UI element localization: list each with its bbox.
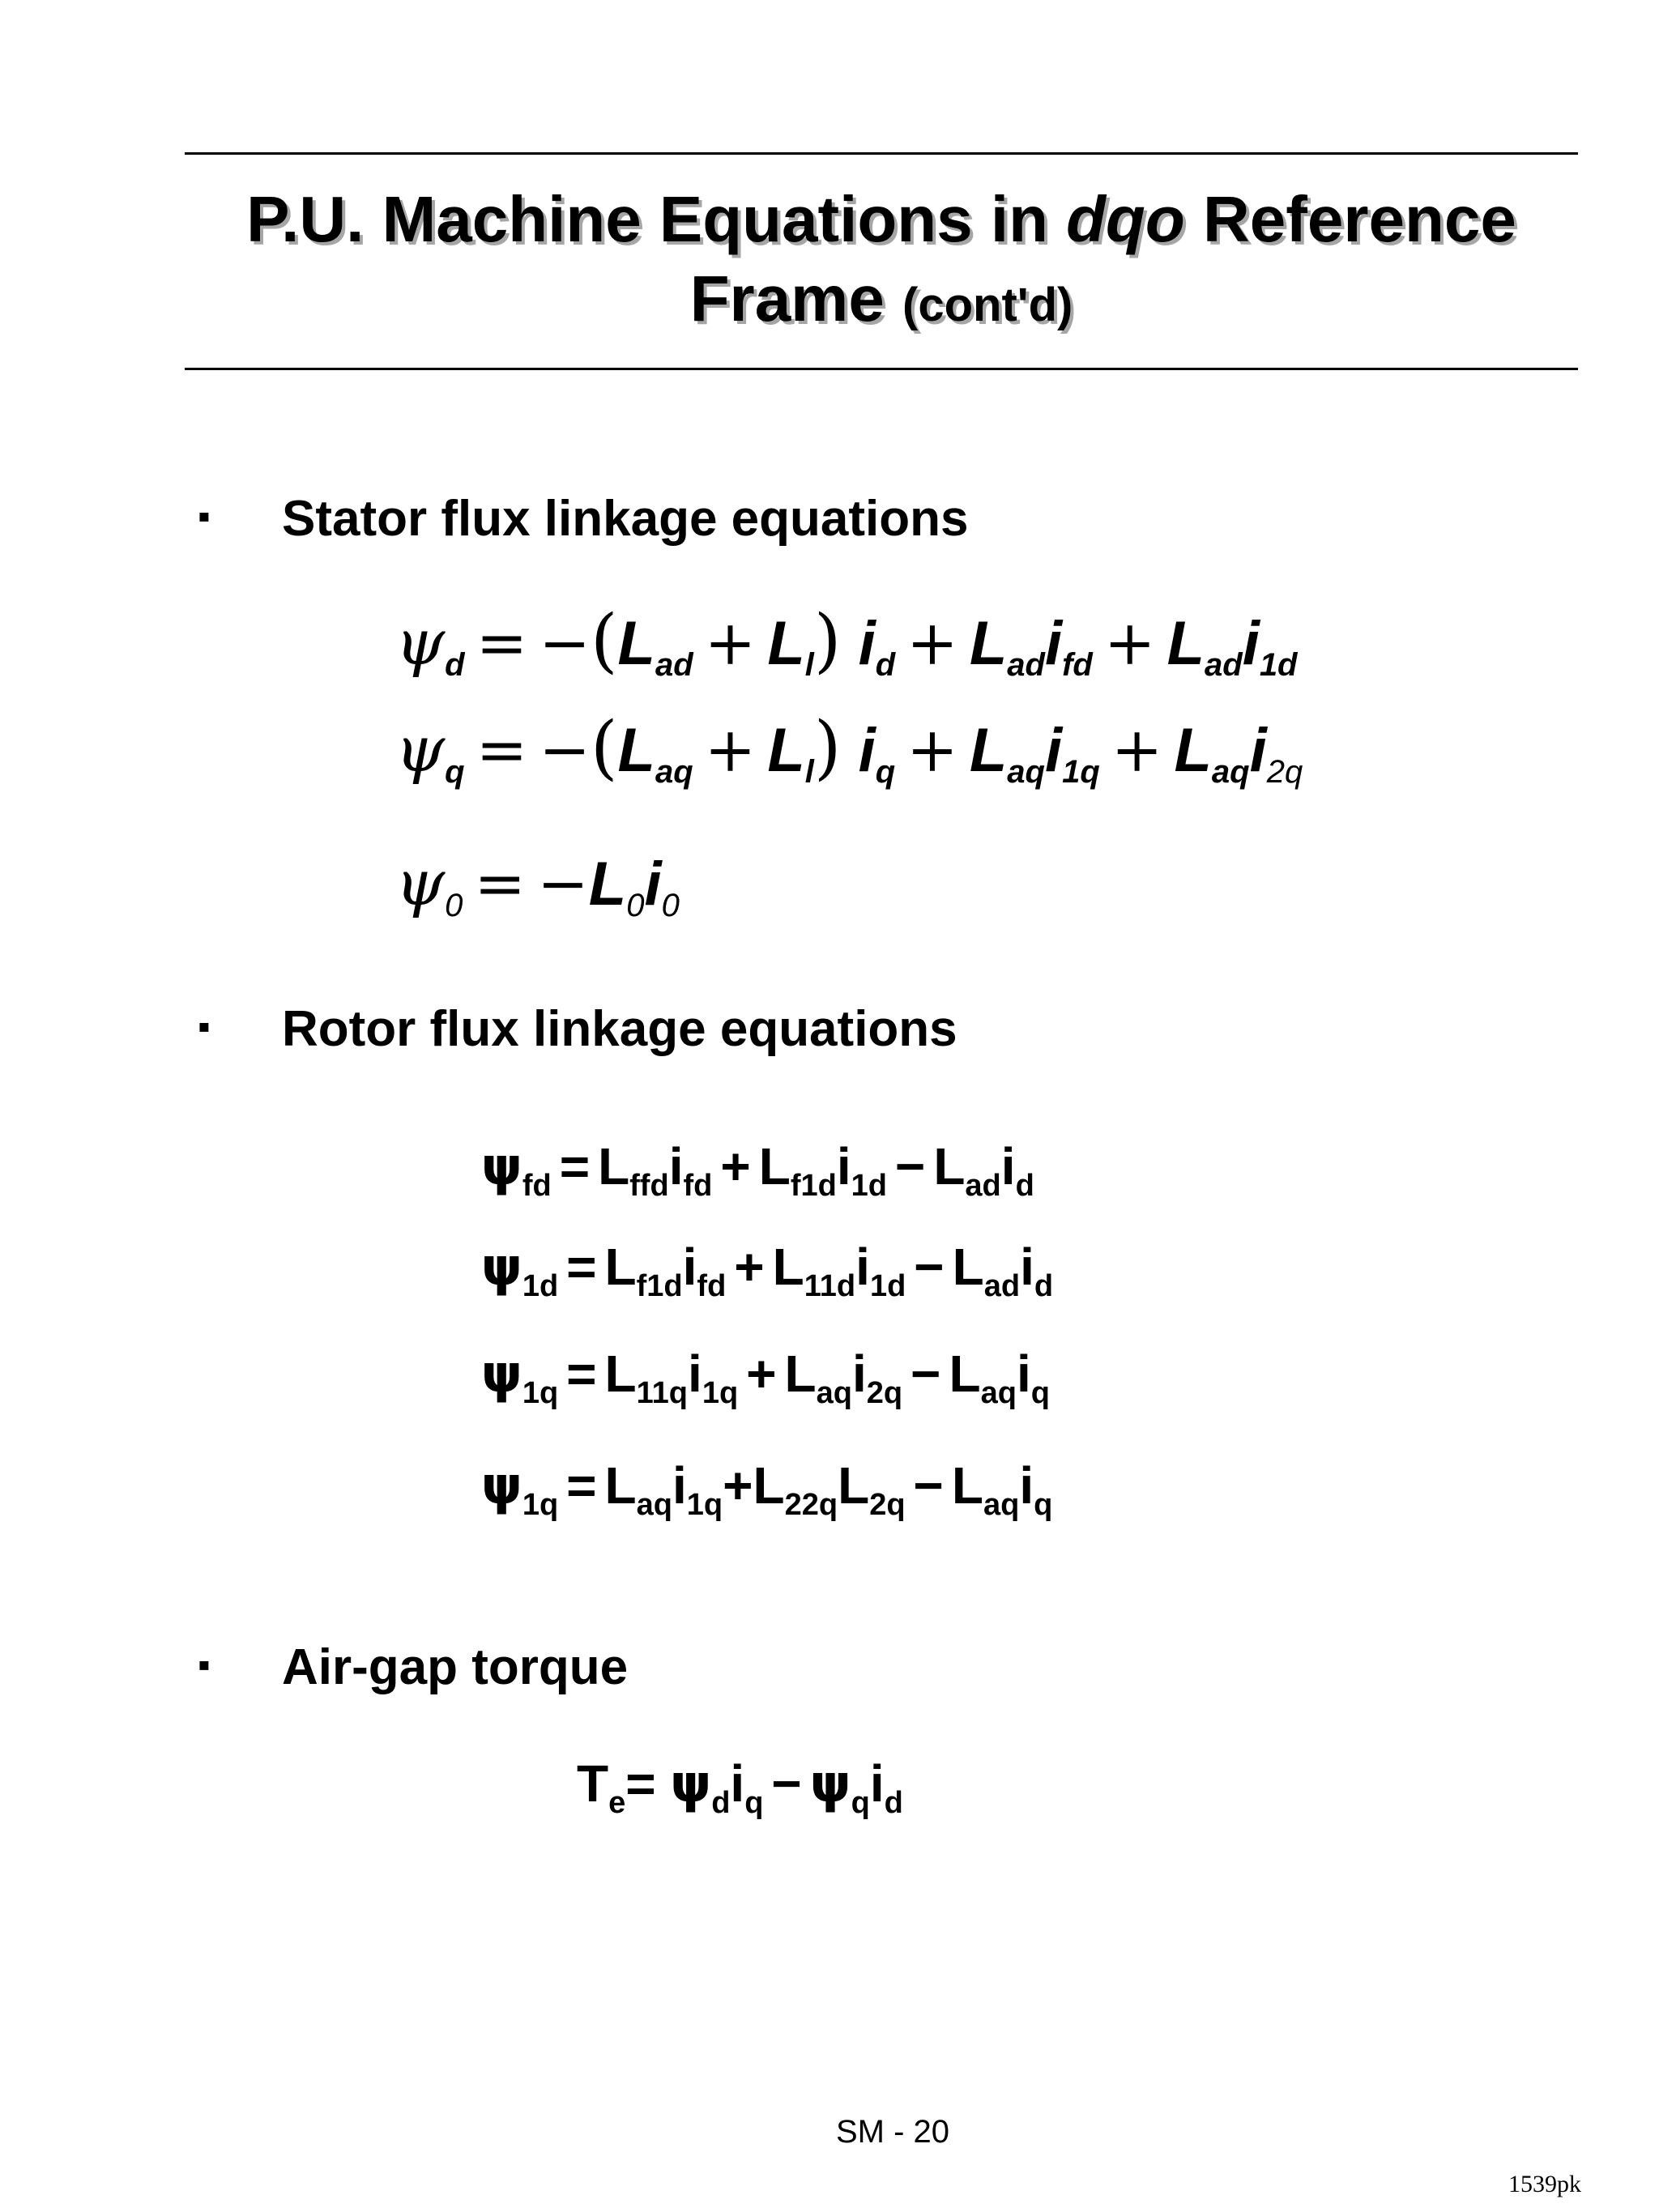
page-title: P.U. Machine Equations in dqo Reference Frame (cont'd) (246, 183, 1516, 335)
title-bottom-rule (185, 368, 1578, 370)
equation-psi-1q: $\psi_{1q} = L_{11q}i_{1q} + L_{aq}i_{2q} - L_{aq}i_q$ (481, 1345, 1050, 1410)
equation-psi-1d: $\psi_{1d} = L_{f1d}i_{fd} + L_{11d}i_{1d} - L_{ad}i_d$ (481, 1238, 1054, 1303)
page-number: SM - 20 (836, 2114, 950, 2150)
bullet-icon: ▪ (198, 497, 211, 536)
equation-psi-d: $\psi_d = -(L_{ad} + L_l) i_d + L_{ad}i_{fd} + L_{ad}i_{1d}$ (395, 600, 1298, 683)
title-top-rule (185, 152, 1578, 155)
section-heading-rotor: Rotor flux linkage equations (282, 1001, 957, 1057)
equation-psi-0: $\psi_0 = -L_0i_0$ (395, 847, 680, 923)
section-heading-torque: Air-gap torque (282, 1639, 629, 1695)
section-heading-stator: Stator flux linkage equations (282, 491, 969, 547)
bullet-icon: ▪ (198, 1007, 211, 1046)
equation-air-gap-torque: $T_e= \psi_di_q - \psi_qi_d$ (577, 1754, 903, 1820)
document-code: 1539pk (1508, 2171, 1581, 2197)
equation-psi-q: $\psi_q = -(L_{aq} + L_l) i_q + L_{aq}i_{1q} + L_{aq}i_{2q}$ (395, 707, 1303, 790)
equation-psi-1q-second: $\psi_{1q} = L_{aq}i_{1q}+L_{22q}L_{2q} - L_{aq}i_q$ (481, 1456, 1053, 1522)
equation-psi-fd: $\psi_{fd} = L_{ffd}i_{fd} + L_{f1d}i_{1d} - L_{ad}i_d$ (481, 1137, 1034, 1203)
bullet-icon: ▪ (198, 1645, 211, 1685)
